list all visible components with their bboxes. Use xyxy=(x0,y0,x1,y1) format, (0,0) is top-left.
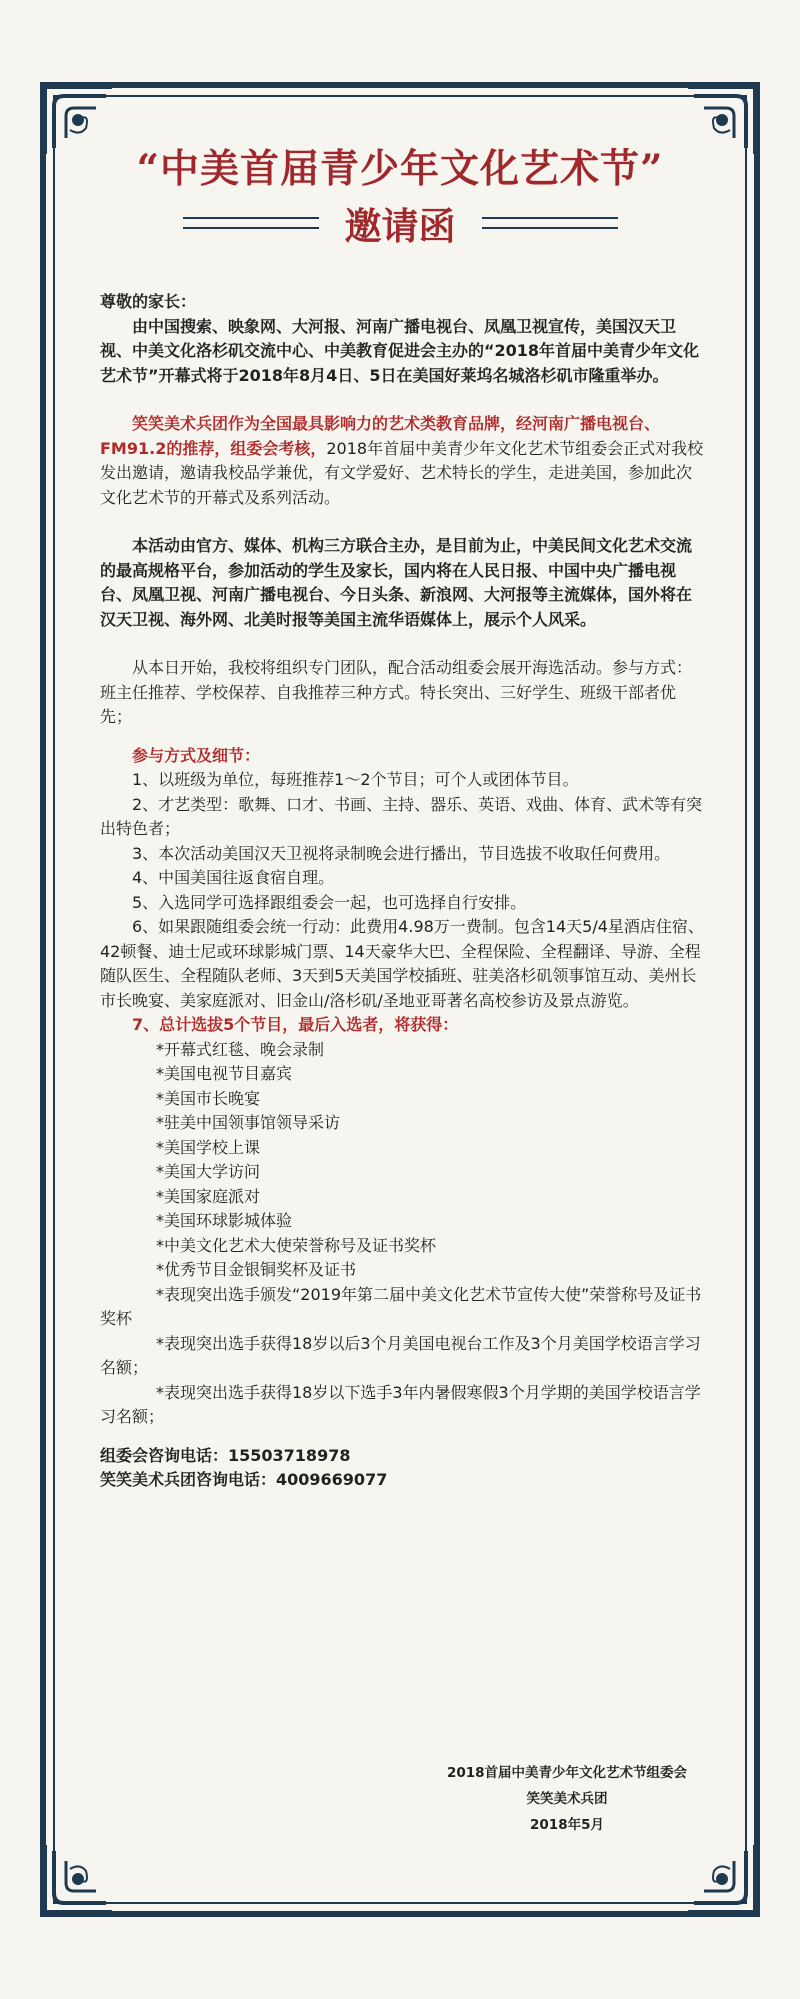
signature-school: 笑笑美术兵团 xyxy=(526,1791,608,1807)
paragraph-invitation-rest: 2018年首届中美青少年文化艺术节组委会正式对我校发出邀请，邀请我校品学兼优，有文学爱好、艺术特长的学生，走进美国，参加此次文化艺术节的开幕式及系列活动。 xyxy=(100,438,704,507)
award-item: *美国电视节目嘉宾 xyxy=(156,1064,293,1083)
greeting: 尊敬的家长： xyxy=(100,292,197,311)
award-item: *中美文化艺术大使荣誉称号及证书奖杯 xyxy=(156,1235,437,1255)
divider-left xyxy=(183,217,319,229)
award-heading: 7、总计选拔5个节目，最后入选者，将获得： xyxy=(132,1015,459,1034)
paragraph-media: 本活动由官方、媒体、机构三方联合主办，是目前为止，中美民间文化艺术交流的最高规格平台，参加活动的学生及家长，国内将在人民日报、中国中央广播电视台、凤凰卫视、河南广播电视台、今日头条、新浪网、大河报等主流媒体，国外将在汉天卫视、海外网、北美时报等美国主流华语媒体上，展示个人风采。 xyxy=(100,536,693,629)
contact-committee: 组委会咨询电话：15503718978 xyxy=(100,1445,351,1465)
detail-item: 1、以班级为单位，每班推荐1～2个节目；可个人或团体节目。 xyxy=(132,770,579,789)
award-item: *优秀节目金银铜奖杯及证书 xyxy=(156,1260,357,1279)
award-item: *驻美中国领事馆领导采访 xyxy=(156,1113,341,1132)
award-item: *表现突出选手获得18岁以下选手3年内暑假寒假3个月学期的美国学校语言学习名额； xyxy=(100,1382,701,1426)
letter-body xyxy=(100,290,704,1493)
detail-item: 6、如果跟随组委会统一行动：此费用4.98万一费制。包含14天5/4星酒店住宿、42顿餐、迪士尼或环球影城门票、14天豪华大巴、全程保险、全程翻译、导游、全程随队医生、全程随队老师、3天到5天美国学校插班、驻美洛杉矶领事馆互动、美州长市长晚宴、美家庭派对、旧金山/洛杉矶/圣地亚哥著名高校参访及景点游览。 xyxy=(100,917,704,1010)
contact-school: 笑笑美术兵团咨询电话：4009669077 xyxy=(100,1470,388,1489)
paragraph-selection: 从本日开始，我校将组织专门团队，配合活动组委会展开海选活动。参与方式：班主任推荐、学校保荐、自我推荐三种方式。特长突出、三好学生、班级干部者优先； xyxy=(100,658,693,726)
signature-date: 2018年5月 xyxy=(530,1817,604,1833)
award-item: *美国市长晚宴 xyxy=(156,1088,261,1108)
corner-ornament-icon xyxy=(684,1841,760,1917)
award-item: *美国大学访问 xyxy=(156,1162,261,1181)
corner-ornament-icon xyxy=(40,1841,116,1917)
signature-organizer: 2018首届中美青少年文化艺术节组委会 xyxy=(446,1765,688,1781)
page-title: “中美首届青少年文化艺术节” xyxy=(136,146,664,192)
divider-right xyxy=(482,217,618,229)
award-item: *表现突出选手获得18岁以后3个月美国电视台工作及3个月美国学校语言学习名额； xyxy=(100,1333,701,1377)
highlight-text: 笑笑美术兵团作为全国最具影响力的艺术类教育品牌，经河南广播电视台、FM91.2的推荐，组委会考核， xyxy=(100,414,661,458)
award-item: *开幕式红毯、晚会录制 xyxy=(156,1039,325,1059)
award-item: *美国学校上课 xyxy=(156,1137,261,1157)
paragraph-invitation xyxy=(100,412,704,510)
award-item: *表现突出选手颁发“2019年第二届中美文化艺术节宣传大使”荣誉称号及证书奖杯 xyxy=(100,1284,702,1328)
detail-item: 4、中国美国往返食宿自理。 xyxy=(132,868,335,887)
paragraph-intro: 由中国搜索、映象网、大河报、河南广播电视台、凤凰卫视宣传，美国汉天卫视、中美文化洛杉矶交流中心、中美教育促进会主办的“2018年首届中美青少年文化艺术节”开幕式将于2018年8月4日、5日在美国好莱坞名城洛杉矶市隆重举办。 xyxy=(100,316,700,385)
details-heading: 参与方式及细节： xyxy=(132,745,261,765)
award-item: *美国环球影城体验 xyxy=(156,1211,293,1230)
page-subtitle: 邀请函 xyxy=(344,204,456,248)
award-item: *美国家庭派对 xyxy=(156,1186,261,1206)
signature-block xyxy=(422,1760,712,1838)
subtitle-row xyxy=(0,198,800,248)
detail-item: 2、才艺类型：歌舞、口才、书画、主持、器乐、英语、戏曲、体育、武术等有突出特色者； xyxy=(100,794,703,838)
detail-item: 3、本次活动美国汉天卫视将录制晚会进行播出，节目选拔不收取任何费用。 xyxy=(132,843,671,863)
detail-item: 5、入选同学可选择跟组委会一起，也可选择自行安排。 xyxy=(132,892,527,912)
